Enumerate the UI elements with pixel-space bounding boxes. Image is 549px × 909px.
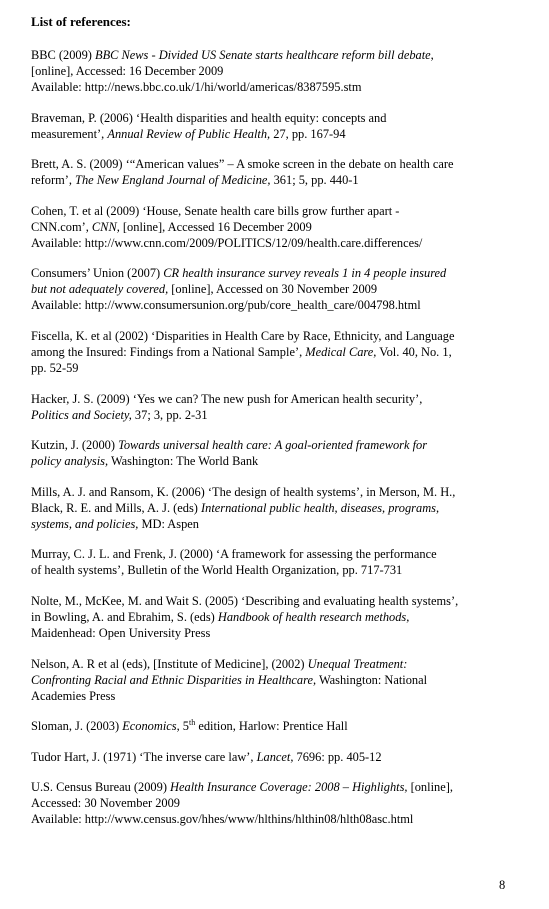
reference-line bbox=[31, 219, 521, 235]
italic-text: Annual Review of Public Health, bbox=[107, 126, 271, 141]
reference-line bbox=[31, 391, 521, 407]
reference-text: Accessed: 30 November 2009 bbox=[31, 796, 180, 811]
italic-text: CNN, bbox=[91, 219, 120, 234]
reference-text: in Bowling, A. and Ebrahim, S. (eds) bbox=[31, 609, 218, 624]
reference-line bbox=[31, 593, 521, 609]
reference-text: [online], Accessed on 30 November 2009 bbox=[168, 282, 378, 297]
reference-text: Available: http://www.consumersunion.org/pub/core_health_care/004798.html bbox=[31, 298, 421, 313]
reference-entry bbox=[31, 484, 521, 532]
reference-line bbox=[31, 749, 521, 765]
italic-text: Economics, bbox=[122, 719, 180, 734]
reference-line bbox=[31, 281, 521, 297]
reference-text: Academies Press bbox=[31, 688, 116, 703]
italic-text: CR health insurance survey reveals 1 in 4 people insured bbox=[163, 266, 447, 281]
reference-text: 37; 3, pp. 2-31 bbox=[131, 407, 208, 422]
italic-text: Confronting Racial and Ethnic Disparities in Healthcare, bbox=[31, 672, 317, 687]
reference-text: [online], bbox=[407, 780, 453, 795]
reference-text: Kutzin, J. (2000) bbox=[31, 438, 119, 453]
reference-entry bbox=[31, 593, 521, 641]
reference-text: Braveman, P. (2006) ‘Health disparities and health equity: concepts and bbox=[31, 110, 387, 125]
reference-text: Available: http://news.bbc.co.uk/1/hi/world/americas/8387595.stm bbox=[31, 80, 362, 94]
reference-line bbox=[31, 453, 521, 469]
italic-text: The New England Journal of Medicine, bbox=[75, 173, 271, 188]
reference-line bbox=[31, 562, 521, 578]
italic-text: Handbook of health research methods, bbox=[217, 609, 410, 624]
italic-text: International public health, diseases, programs, bbox=[201, 500, 440, 515]
reference-text: MD: Aspen bbox=[138, 516, 199, 531]
reference-list bbox=[31, 47, 521, 842]
italic-text: Towards universal health care: A goal-oriented framework for bbox=[118, 438, 428, 453]
reference-line bbox=[31, 47, 521, 63]
reference-text: Tudor Hart, J. (1971) ‘The inverse care law’, bbox=[31, 749, 257, 764]
reference-text: [online], Accessed: 16 December 2009 bbox=[31, 64, 224, 78]
superscript-text: th bbox=[188, 718, 196, 728]
reference-line bbox=[31, 795, 521, 811]
reference-text: U.S. Census Bureau (2009) bbox=[31, 780, 171, 795]
reference-text: measurement’, bbox=[31, 126, 108, 141]
italic-text: Lancet, bbox=[256, 749, 294, 764]
reference-entry bbox=[31, 779, 521, 827]
italic-text: but not adequately covered, bbox=[31, 282, 169, 297]
reference-line bbox=[31, 407, 521, 423]
reference-text: Hacker, J. S. (2009) ‘Yes we can? The new push for American health security’, bbox=[31, 391, 423, 406]
reference-line bbox=[31, 484, 521, 500]
italic-text: policy analysis, bbox=[31, 454, 109, 469]
reference-entry bbox=[31, 546, 521, 578]
reference-text: of health systems’, Bulletin of the World Health Organization, pp. 717-731 bbox=[31, 563, 403, 578]
reference-line bbox=[31, 126, 521, 142]
reference-entry bbox=[31, 328, 521, 376]
reference-text: Vol. 40, No. 1, bbox=[376, 344, 452, 359]
reference-line bbox=[31, 360, 521, 376]
reference-text: Fiscella, K. et al (2002) ‘Disparities in Health Care by Race, Ethnicity, and Language bbox=[31, 328, 455, 343]
reference-text: 5 bbox=[179, 719, 189, 734]
reference-line bbox=[31, 437, 521, 453]
reference-line bbox=[31, 688, 521, 704]
reference-text: 361; 5, pp. 440-1 bbox=[270, 173, 359, 188]
reference-line bbox=[31, 156, 521, 172]
reference-text: Nelson, A. R et al (eds), [Institute of Medicine], (2002) bbox=[31, 656, 308, 671]
italic-text: Politics and Society, bbox=[31, 407, 132, 422]
reference-line bbox=[31, 235, 521, 251]
reference-line bbox=[31, 779, 521, 795]
reference-text: Available: http://www.cnn.com/2009/POLITICS/12/09/health.care.differences/ bbox=[31, 235, 423, 250]
italic-text: Unequal Treatment: bbox=[307, 656, 408, 671]
reference-text: among the Insured: Findings from a National Sample’, bbox=[31, 344, 306, 359]
reference-text: Brett, A. S. (2009) ‘“American values” – A smoke screen in the debate on health care bbox=[31, 157, 454, 172]
reference-entry bbox=[31, 265, 521, 313]
reference-text: Murray, C. J. L. and Frenk, J. (2000) ‘A framework for assessing the performance bbox=[31, 547, 437, 562]
page-number: 8 bbox=[499, 878, 506, 892]
reference-text: pp. 52-59 bbox=[31, 360, 79, 375]
reference-line bbox=[31, 656, 521, 672]
reference-entry bbox=[31, 718, 521, 734]
reference-line bbox=[31, 672, 521, 688]
reference-text: reform’, bbox=[31, 173, 76, 188]
italic-text: BBC News - Divided US Senate starts healthcare reform bill debate, bbox=[95, 48, 434, 62]
reference-text: BBC (2009) bbox=[31, 48, 96, 62]
reference-entry bbox=[31, 47, 521, 95]
reference-text: edition, Harlow: Prentice Hall bbox=[195, 719, 348, 734]
reference-line bbox=[31, 546, 521, 562]
italic-text: Medical Care, bbox=[305, 344, 377, 359]
reference-text: Consumers’ Union (2007) bbox=[31, 266, 164, 281]
reference-text: Cohen, T. et al (2009) ‘House, Senate health care bills grow further apart - bbox=[31, 203, 400, 218]
reference-line bbox=[31, 265, 521, 281]
reference-text: Nolte, M., McKee, M. and Wait S. (2005) ‘Describing and evaluating health systems’, bbox=[31, 593, 459, 608]
italic-text: systems, and policies, bbox=[31, 516, 139, 531]
italic-text: Health Insurance Coverage: 2008 – Highlights, bbox=[170, 780, 408, 795]
reference-text: CNN.com’, bbox=[31, 219, 92, 234]
reference-text: 7696: pp. 405-12 bbox=[293, 749, 382, 764]
reference-entry bbox=[31, 437, 521, 469]
reference-text: Maidenhead: Open University Press bbox=[31, 625, 211, 640]
reference-line bbox=[31, 718, 521, 734]
reference-line bbox=[31, 516, 521, 532]
reference-line bbox=[31, 344, 521, 360]
reference-entry bbox=[31, 656, 521, 704]
reference-line bbox=[31, 297, 521, 313]
reference-text: Washington: National bbox=[316, 672, 428, 687]
reference-line bbox=[31, 328, 521, 344]
reference-line bbox=[31, 203, 521, 219]
reference-entry bbox=[31, 203, 521, 251]
reference-text: Mills, A. J. and Ransom, K. (2006) ‘The design of health systems’, in Merson, M. H., bbox=[31, 484, 456, 499]
reference-line bbox=[31, 625, 521, 641]
reference-line bbox=[31, 500, 521, 516]
reference-text: 27, pp. 167-94 bbox=[270, 126, 346, 141]
reference-text: [online], Accessed 16 December 2009 bbox=[119, 219, 312, 234]
reference-text: Black, R. E. and Mills, A. J. (eds) bbox=[31, 500, 202, 515]
reference-entry bbox=[31, 156, 521, 188]
reference-entry bbox=[31, 749, 521, 765]
reference-entry bbox=[31, 110, 521, 142]
references-heading: List of references: bbox=[31, 14, 131, 29]
reference-line bbox=[31, 811, 521, 827]
reference-text: Washington: The World Bank bbox=[108, 454, 259, 469]
reference-text: Available: http://www.census.gov/hhes/www/hlthins/hlthin08/hlth08asc.html bbox=[31, 812, 414, 827]
reference-line bbox=[31, 110, 521, 126]
reference-line bbox=[31, 79, 521, 95]
reference-line bbox=[31, 609, 521, 625]
reference-entry bbox=[31, 391, 521, 423]
reference-line bbox=[31, 63, 521, 79]
reference-line bbox=[31, 172, 521, 188]
reference-text: Sloman, J. (2003) bbox=[31, 719, 123, 734]
